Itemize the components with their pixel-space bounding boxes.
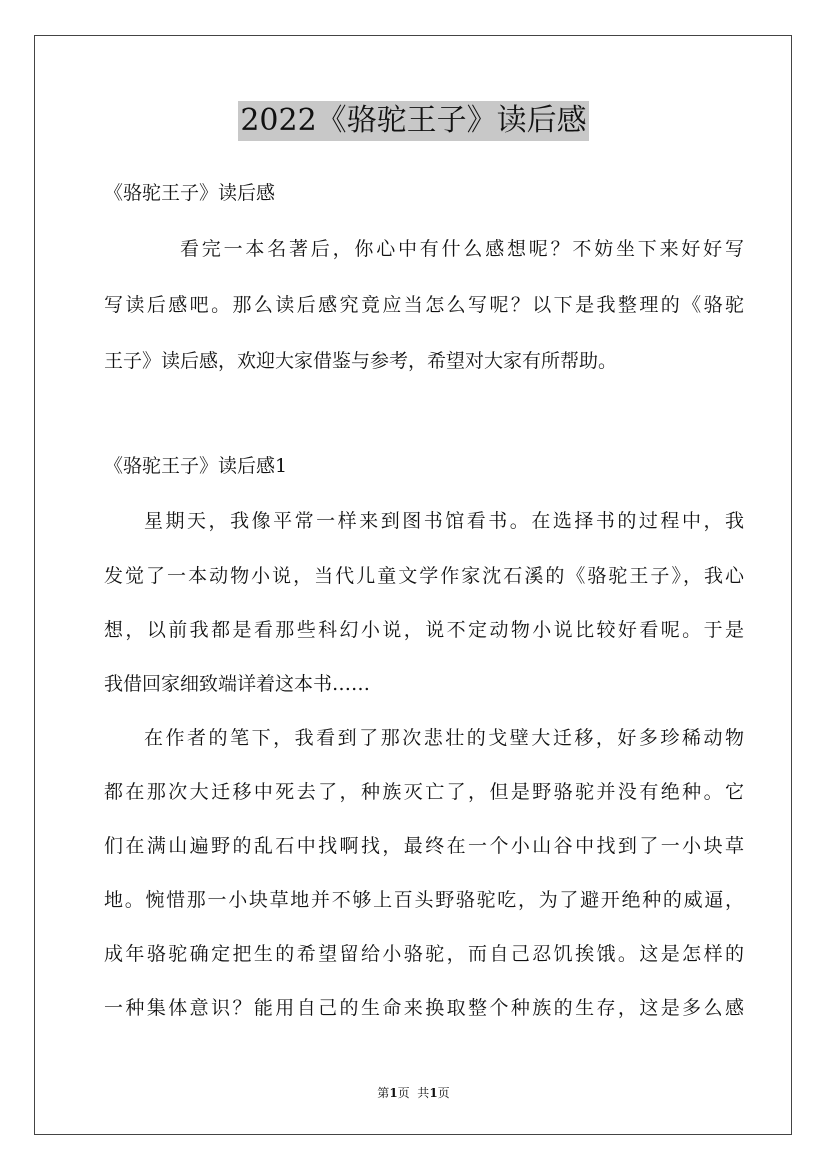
paragraph1-line-1: 星期天，我像平常一样来到图书馆看书。在选择书的过程中，我: [144, 510, 744, 532]
footer-page-prefix: 第: [377, 1086, 390, 1100]
paragraph2-line-5: 成年骆驼确定把生的希望留给小骆驼，而自己忍饥挨饿。这是怎样的: [104, 943, 744, 965]
page-footer: [0, 1085, 827, 1101]
footer-page-current: 1: [389, 1086, 398, 1100]
paragraph2-line-3: 们在满山遍野的乱石中找啊找，最终在一个小山谷中找到了一小块草: [104, 835, 744, 857]
intro-line-1: 看完一本名著后，你心中有什么感想呢？不妨坐下来好好写: [180, 238, 744, 260]
intro-line-3: 王子》读后感，欢迎大家借鉴与参考，希望对大家有所帮助。: [104, 350, 618, 372]
paragraph1-line-3: 想，以前我都是看那些科幻小说，说不定动物小说比较好看呢。于是: [104, 619, 744, 641]
paragraph1-line-2: 发觉了一本动物小说，当代儿童文学作家沈石溪的《骆驼王子》，我心: [104, 565, 744, 587]
paragraph1-line-4: 我借回家细致端详着这本书……: [104, 673, 371, 695]
paragraph2-line-1: 在作者的笔下，我看到了那次悲壮的戈壁大迁移，好多珍稀动物: [144, 727, 744, 749]
paragraph2-line-6: 一种集体意识？能用自己的生命来换取整个种族的生存，这是多么感: [104, 997, 744, 1019]
document-title: 2022《骆驼王子》读后感: [238, 101, 588, 141]
intro-line-2: 写读后感吧。那么读后感究竟应当怎么写呢？以下是我整理的《骆驼: [104, 294, 744, 316]
footer-page-total: 1: [429, 1086, 438, 1100]
section-heading: 《骆驼王子》读后感: [104, 182, 276, 204]
footer-page-mid: 页 共: [397, 1086, 430, 1100]
paragraph2-line-2: 都在那次大迁移中死去了，种族灭亡了，但是野骆驼并没有绝种。它: [104, 781, 744, 803]
essay-heading: 《骆驼王子》读后感1: [104, 455, 288, 477]
footer-page-suffix: 页: [437, 1086, 450, 1100]
title-block: [0, 101, 827, 141]
paragraph2-line-4: 地。惋惜那一小块草地并不够上百头野骆驼吃，为了避开绝种的威逼，: [104, 889, 744, 911]
